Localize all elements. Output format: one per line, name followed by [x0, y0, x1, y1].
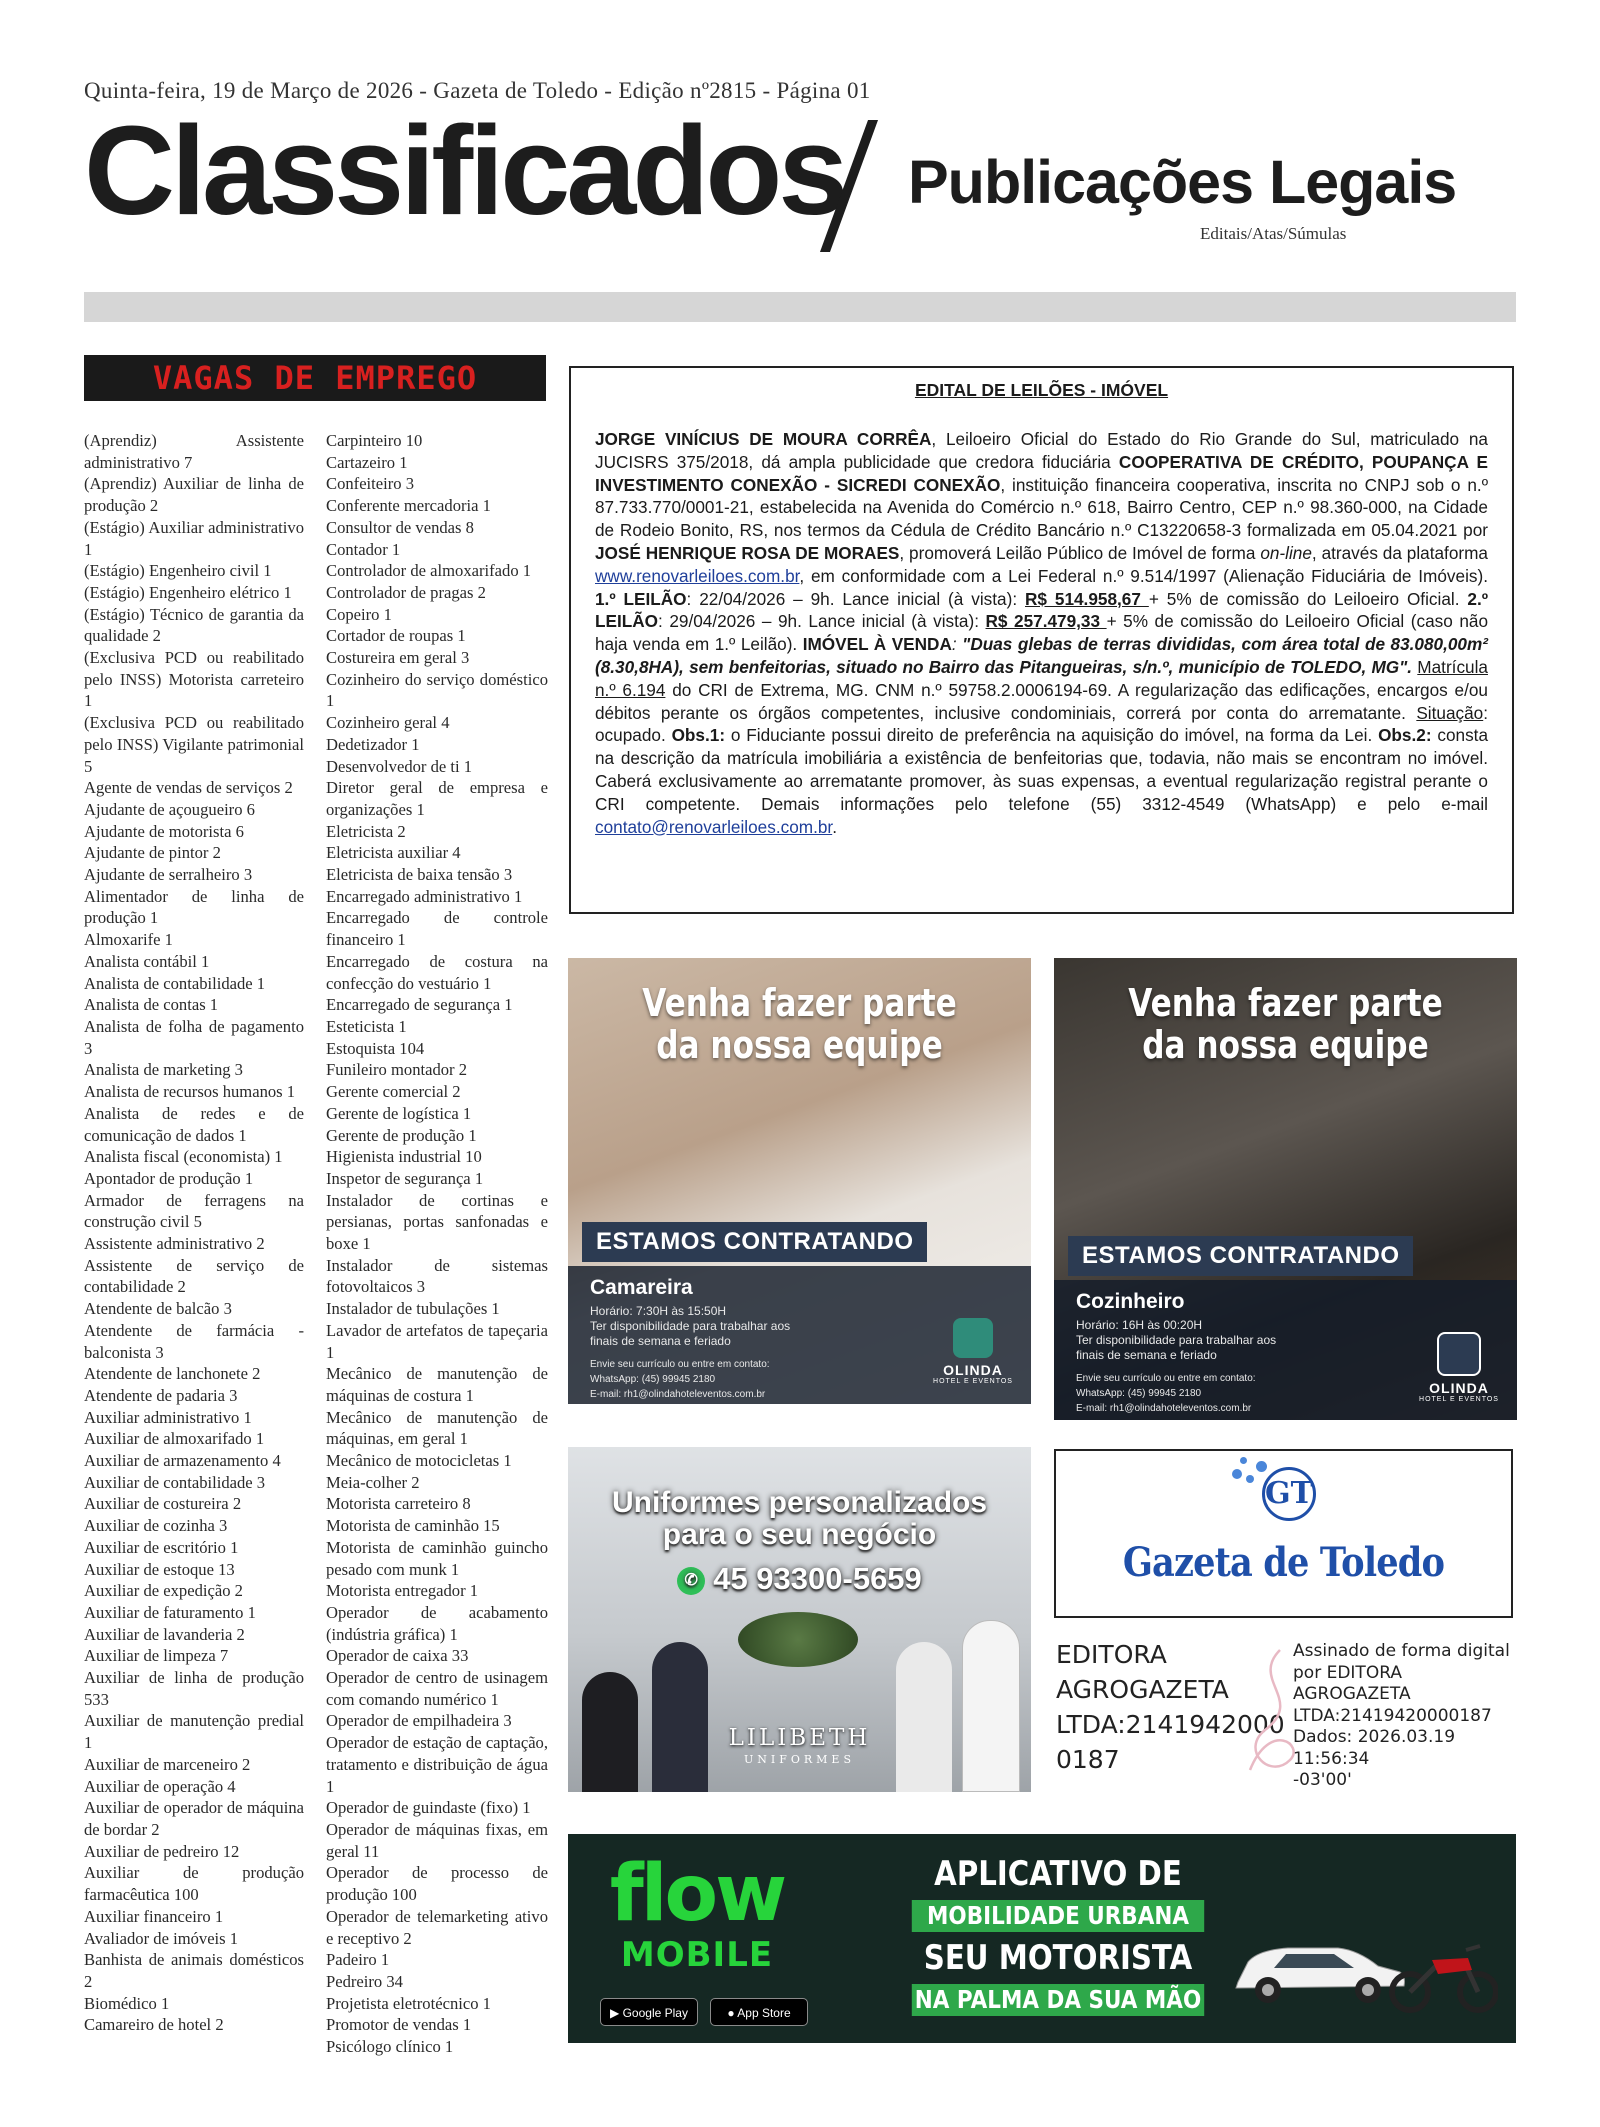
signature-details: [1293, 1641, 1528, 1792]
gazeta-name: Gazeta de Toledo: [1122, 1539, 1445, 1586]
masthead-tagline: Editais/Atas/Súmulas: [1200, 224, 1347, 243]
job-listing: (Aprendiz) Auxiliar de linha de produção 2: [84, 474, 304, 516]
signature-name-line: EDITORA: [1056, 1640, 1167, 1669]
ad-headline-line: para o seu negócio: [662, 1518, 937, 1551]
job-listing: Auxiliar de operação 4: [84, 1776, 236, 1796]
situacao-label: Situação: [1416, 702, 1484, 723]
ad-details: [590, 1304, 920, 1402]
ad-phone-number: 45 93300-5659: [713, 1561, 922, 1596]
job-listing: Analista contábil 1: [84, 951, 210, 971]
edital-text: .: [832, 816, 837, 837]
ad-whatsapp: WhatsApp: (45) 99945 2180: [1076, 1388, 1202, 1399]
ad-line: Envie seu currículo ou entre em contato:: [1076, 1373, 1256, 1384]
leiloeiro-name: JORGE VINÍCIUS DE MOURA CORRÊA: [595, 429, 932, 449]
apple-icon: ●: [727, 2006, 738, 2020]
job-listing: Operador de máquinas fixas, em geral 11: [326, 1820, 548, 1861]
bubble: [1256, 1461, 1267, 1472]
job-listing: Analista de folha de pagamento 3: [84, 1016, 304, 1058]
job-listing: Atendente de balcão 3: [84, 1299, 232, 1319]
ad-headline-line: da nossa equipe: [1142, 1023, 1429, 1067]
job-listing: Mecânico de manutenção de máquinas, em geral 1: [326, 1407, 548, 1449]
job-listing: Analista de marketing 3: [84, 1060, 243, 1080]
job-listing: Auxiliar de contabilidade 3: [84, 1472, 266, 1492]
job-listing: Motorista entregador 1: [326, 1581, 479, 1601]
job-listing: Operador de processo de produção 100: [326, 1863, 548, 1905]
job-listing: Atendente de lanchonete 2: [84, 1364, 261, 1384]
bubble: [1246, 1475, 1254, 1483]
job-listing: Contador 1: [326, 539, 401, 559]
edital-text: , instituição financeira cooperativa, inscrita no CNPJ sob o n.º 87.733.770/0001-21, estabelecida na Avenida do Comércio n.º 618, Bairro Centro, CEP n.º 98.360-000, na Cidade de Rodeio Bonito, RS, nos termos da Cédula de Crédito Bancário n.º C13220658-3 formalizada em 05.04.2021 por: [595, 474, 1488, 541]
job-listing: Instalador de cortinas e persianas, portas sanfonadas e boxe 1: [326, 1190, 548, 1254]
job-listing: Promotor de vendas 1: [326, 2015, 472, 2035]
job-listing: Higienista industrial 10: [326, 1147, 482, 1167]
masthead-title: Classificados: [84, 100, 845, 241]
ad-email: E-mail: rh1@olindahoteleventos.com.br: [590, 1389, 766, 1400]
signature-detail-line: por EDITORA: [1293, 1662, 1402, 1683]
ad-hours: Horário: 7:30H às 15:50H: [590, 1304, 727, 1318]
job-listing: Auxiliar administrativo 1: [84, 1407, 252, 1427]
signature-name-line: AGROGAZETA: [1056, 1675, 1229, 1704]
olinda-brand-sub: HOTEL E EVENTOS: [933, 1378, 1013, 1385]
job-listing: Assistente administrativo 2: [84, 1234, 265, 1254]
olinda-logo-icon: [1437, 1332, 1481, 1376]
obs2-label: Obs.2:: [1378, 725, 1432, 746]
ad-headline: [568, 1487, 1031, 1551]
edital-text: + 5% de comissão do Leiloeiro Oficial.: [1148, 588, 1468, 609]
edital-box: [569, 366, 1514, 914]
job-listing: Auxiliar de expedição 2: [84, 1581, 243, 1601]
whatsapp-icon: ✆: [677, 1567, 705, 1595]
ad-line: finais de semana e feriado: [1076, 1348, 1217, 1362]
vagas-heading-text: VAGAS DE EMPREGO: [152, 359, 478, 397]
edital-text: do CRI de Extrema, MG. CNM n.º 59758.2.0006194-69. A regularização das edificações, encargos e/ou débitos perante os órgãos competentes, inclusive condominiais, correrá por conta do arrematante.: [595, 679, 1488, 723]
job-listing: (Estágio) Engenheiro civil 1: [84, 561, 272, 581]
imovel-label: IMÓVEL À VENDA: [802, 634, 952, 655]
signature-name-line: LTDA:2141942000: [1056, 1710, 1285, 1739]
credora-name: COOPERATIVA DE CRÉDITO, POUPANÇA E INVESTIMENTO CONEXÃO - SICREDI CONEXÃO: [595, 451, 1488, 495]
ad-hours: Horário: 16H às 00:20H: [1076, 1318, 1203, 1332]
flow-slogan-line: NA PALMA DA SUA MÃO: [912, 1984, 1204, 2016]
job-listing: Meia-colher 2: [326, 1472, 420, 1492]
flow-mobile-label: MOBILE: [620, 1935, 774, 1975]
job-listing: (Estágio) Engenheiro elétrico 1: [84, 582, 292, 602]
edital-title: EDITAL DE LEILÕES - IMÓVEL: [914, 380, 1169, 400]
store-badges: [600, 1998, 810, 2028]
job-listing: (Exclusiva PCD ou reabilitado pelo INSS) Motorista carreteiro 1: [84, 648, 304, 711]
job-listing: Auxiliar de escritório 1: [84, 1537, 239, 1557]
job-listing: Cortador de roupas 1: [326, 626, 466, 646]
ad-line: Ter disponibilidade para trabalhar aos: [590, 1319, 791, 1333]
edital-text: :: [951, 634, 963, 655]
job-listing: Instalador de sistemas fotovoltaicos 3: [326, 1255, 548, 1297]
job-listing: Cartazeiro 1: [326, 452, 408, 472]
job-role: Camareira: [590, 1276, 693, 1299]
masthead: [84, 100, 1516, 248]
job-listing: Operador de acabamento (indústria gráfica) 1: [326, 1602, 548, 1644]
job-listing: Operador de empilhadeira 3: [326, 1711, 512, 1731]
model-figure: [896, 1642, 952, 1792]
bubble: [1232, 1469, 1242, 1479]
model-figure: [652, 1642, 708, 1792]
job-listing: Analista de contabilidade 1: [84, 973, 266, 993]
ad-headline: [610, 982, 990, 1066]
job-listing: Assistente de serviço de contabilidade 2: [84, 1255, 304, 1297]
job-listing: Dedetizador 1: [326, 734, 420, 754]
job-listing: Auxiliar de pedreiro 12: [84, 1841, 240, 1861]
job-listing: Copeiro 1: [326, 604, 392, 624]
job-listing: Desenvolvedor de ti 1: [326, 756, 473, 776]
job-listing: Projetista eletrotécnico 1: [326, 1993, 491, 2013]
ad-uniformes[interactable]: [568, 1447, 1031, 1792]
edital-text: : ocupado.: [595, 702, 1488, 746]
renovar-email-link[interactable]: contato@renovarleiloes.com.br: [595, 816, 833, 837]
imovel-description: "Duas glebas de terras divididas, com área total de 83.080,00m² (8.30,8HA), sem benfeitorias, situado no Bairro das Pitangueiras, s/n.º, município de TOLEDO, MG".: [595, 634, 1488, 677]
play-icon: ▶: [610, 2006, 623, 2020]
vagas-column-2: [326, 430, 548, 2058]
job-listing: Estoquista 104: [326, 1038, 425, 1058]
edital-text: : 22/04/2026 – 9h. Lance inicial (à vista):: [686, 588, 1025, 609]
app-store-label: App Store: [737, 2006, 791, 2020]
job-listing: Inspetor de segurança 1: [326, 1168, 484, 1188]
job-listing: Ajudante de serralheiro 3: [84, 865, 253, 885]
job-listing: Mecânico de manutenção de máquinas de costura 1: [326, 1364, 548, 1405]
edital-text: , em conformidade com a Lei Federal n.º 9.514/1997 (Alienação Fiduciária de Imóveis).: [799, 565, 1488, 586]
ad-headline: [1096, 982, 1476, 1066]
ad-info-panel: [568, 1266, 1031, 1404]
job-listing: Atendente de padaria 3: [84, 1385, 238, 1405]
ad-line: Envie seu currículo ou entre em contato:: [590, 1359, 770, 1370]
edital-text: , promoverá Leilão Público de Imóvel de forma: [899, 542, 1261, 563]
ad-headline-line: da nossa equipe: [656, 1023, 943, 1067]
ad-flow-mobile[interactable]: [568, 1834, 1516, 2043]
job-listing: Auxiliar de almoxarifado 1: [84, 1429, 265, 1449]
ad-email: E-mail: rh1@olindahoteleventos.com.br: [1076, 1403, 1252, 1414]
ad-headline-line: Venha fazer parte: [1128, 981, 1443, 1025]
job-listing: (Estágio) Técnico de garantia da qualidade 2: [84, 604, 304, 646]
job-listing: Psicólogo clínico 1: [326, 2037, 454, 2057]
leilao-2-value: R$ 257.479,33: [985, 611, 1107, 632]
job-listing: Banhista de animais domésticos 2: [84, 1950, 304, 1991]
job-listing: Armador de ferragens na construção civil 5: [84, 1190, 304, 1232]
olinda-brand-sub: HOTEL E EVENTOS: [1419, 1396, 1499, 1403]
job-listing: Consultor de vendas 8: [326, 517, 474, 537]
job-listing: Analista de redes e de comunicação de dados 1: [84, 1103, 304, 1145]
edital-text: : 29/04/2026 – 9h. Lance inicial (à vista):: [658, 611, 986, 632]
ad-line: Ter disponibilidade para trabalhar aos: [1076, 1333, 1277, 1347]
job-listing: Almoxarife 1: [84, 930, 173, 950]
job-listing: Encarregado de segurança 1: [326, 995, 513, 1015]
job-listing: Esteticista 1: [326, 1016, 407, 1036]
flow-slogan: [888, 1854, 1228, 2016]
ad-headline-line: Uniformes personalizados: [611, 1486, 988, 1519]
signature-detail-line: -03'00': [1293, 1770, 1352, 1790]
renovar-site-link[interactable]: www.renovarleiloes.com.br: [595, 565, 800, 586]
job-listing: Auxiliar de estoque 13: [84, 1559, 235, 1579]
job-listing: Motorista de caminhão 15: [326, 1516, 500, 1536]
job-role: Cozinheiro: [1076, 1290, 1185, 1313]
job-listing: Carpinteiro 10: [326, 431, 423, 450]
olinda-brand: OLINDA: [943, 1362, 1003, 1378]
job-listing: (Estágio) Auxiliar administrativo 1: [84, 517, 304, 559]
job-listing: Gerente de logística 1: [326, 1103, 472, 1123]
flow-slogan-line: MOBILIDADE URBANA: [912, 1900, 1204, 1932]
job-listing: Encarregado de controle financeiro 1: [326, 908, 548, 950]
job-listing: Auxiliar de costureira 2: [84, 1494, 242, 1514]
job-listing: (Exclusiva PCD ou reabilitado pelo INSS) Vigilante patrimonial 5: [84, 713, 304, 776]
job-listing: Alimentador de linha de produção 1: [84, 886, 304, 928]
edital-text: o Fiduciante possui direito de preferência na aquisição do imóvel, na forma da Lei.: [725, 725, 1379, 746]
job-listing: Atendente de farmácia - balconista 3: [84, 1320, 304, 1362]
lilibeth-brand: LILIBETH: [728, 1725, 871, 1751]
edital-text: + 5% de comissão do Leiloeiro Oficial (caso não haja venda em 1.º Leilão).: [595, 611, 1489, 655]
car-icon: [1228, 1930, 1408, 2008]
google-play-label: Google Play: [622, 2006, 688, 2020]
job-listing: Gerente de produção 1: [326, 1125, 477, 1145]
job-listing: Camareiro de hotel 2: [84, 2015, 224, 2035]
job-listing: Agente de vendas de serviços 2: [84, 778, 293, 798]
lilibeth-brand-sub: UNIFORMES: [743, 1753, 855, 1766]
job-listing: Auxiliar de faturamento 1: [84, 1602, 256, 1622]
job-listing: Costureira em geral 3: [326, 648, 470, 668]
job-listing: Analista de recursos humanos 1: [84, 1082, 296, 1102]
job-listing: Auxiliar de lavanderia 2: [84, 1624, 245, 1644]
job-listing: Auxiliar de operador de máquina de bordar 2: [84, 1798, 304, 1839]
matricula: Matrícula n.º 6.194: [595, 656, 1488, 700]
job-listing: Auxiliar de manutenção predial 1: [84, 1711, 304, 1753]
job-listing: Instalador de tubulações 1: [326, 1299, 500, 1319]
ad-headline-line: Venha fazer parte: [642, 981, 957, 1025]
job-listing: Funileiro montador 2: [326, 1060, 468, 1080]
job-listing: Auxiliar financeiro 1: [84, 1906, 224, 1926]
edital-text: on-line: [1260, 542, 1312, 563]
signature-detail-line: Dados: 2026.03.19 11:56:34: [1293, 1727, 1456, 1769]
ad-phone: [568, 1561, 1031, 1597]
ad-whatsapp: WhatsApp: (45) 99945 2180: [590, 1374, 716, 1385]
job-listing: Auxiliar de cozinha 3: [84, 1516, 228, 1536]
signature-detail-line: LTDA:21419420000187: [1293, 1705, 1492, 1726]
job-listing: Ajudante de motorista 6: [84, 821, 244, 841]
ad-info-panel: [1054, 1280, 1517, 1420]
app-store-badge[interactable]: [710, 1998, 808, 2026]
job-listing: Lavador de artefatos de tapeçaria 1: [326, 1320, 548, 1362]
edital-text: , através da plataforma: [1311, 542, 1488, 563]
job-listing: Confeiteiro 3: [326, 474, 415, 494]
leilao-2-label: 2.º LEILÃO: [595, 588, 1489, 632]
job-listing: Encarregado de costura na confecção do vestuário 1: [326, 951, 548, 993]
olinda-logo-icon: [953, 1318, 993, 1358]
edital-text: consta na descrição da matrícula imobiliária a existência de benfeitorias que, todavia, não mais se encontram no imóvel. Caberá exclusivamente ao arrematante promover, às suas expensas, a eventual regularização registral perante o CRI competente. Demais informações pelo telefone (55) 3312-4549 (WhatsApp) e pelo e-mail: [595, 725, 1489, 814]
job-listing: Operador de centro de usinagem com comando numérico 1: [326, 1668, 548, 1709]
job-listing: Avaliador de imóveis 1: [84, 1928, 239, 1948]
signature-detail-line: Assinado de forma digital: [1293, 1641, 1510, 1661]
job-listing: Operador de guindaste (fixo) 1: [326, 1798, 531, 1818]
job-listing: Apontador de produção 1: [84, 1168, 254, 1188]
google-play-badge[interactable]: [600, 1998, 698, 2026]
bubble: [1240, 1457, 1247, 1464]
job-listing: Operador de telemarketing ativo e receptivo 2: [326, 1906, 548, 1948]
hiring-banner: ESTAMOS CONTRATANDO: [582, 1222, 927, 1262]
ad-camareira[interactable]: [568, 958, 1031, 1404]
edital-text: , Leiloeiro Oficial do Estado do Rio Grande do Sul, matriculado na JUCISRS 375/2018, dá ampla publicidade que credora fiduciária: [595, 429, 1488, 472]
masthead-subtitle: Publicações Legais: [908, 148, 1457, 216]
flow-logo: [602, 1849, 792, 1975]
job-listing: Gerente comercial 2: [326, 1082, 461, 1102]
devedor-name: JOSÉ HENRIQUE ROSA DE MORAES: [595, 542, 900, 563]
olinda-logo: [1419, 1332, 1499, 1403]
job-listing: Analista fiscal (economista) 1: [84, 1147, 283, 1167]
job-listing: Ajudante de pintor 2: [84, 843, 221, 863]
gazeta-logo-box: [1054, 1449, 1513, 1618]
job-listing: Operador de caixa 33: [326, 1646, 469, 1666]
job-listing: Pedreiro 34: [326, 1971, 403, 1991]
olinda-logo: [933, 1318, 1013, 1385]
vagas-heading: [84, 355, 546, 401]
gazeta-badge: GT: [1262, 1467, 1316, 1521]
flow-slogan-line: SEU MOTORISTA: [923, 1938, 1193, 1978]
job-listing: (Aprendiz) Assistente administrativo 7: [84, 431, 304, 472]
ad-cozinheiro[interactable]: [1054, 958, 1517, 1420]
obs1-label: Obs.1:: [671, 725, 726, 746]
ad-details: [1076, 1318, 1406, 1416]
job-listing: Auxiliar de linha de produção 533: [84, 1668, 304, 1709]
hiring-banner: ESTAMOS CONTRATANDO: [1068, 1236, 1413, 1276]
leilao-1-label: 1.º LEILÃO: [595, 588, 687, 609]
signature-detail-line: AGROGAZETA: [1293, 1684, 1411, 1704]
job-listing: Mecânico de motocicletas 1: [326, 1451, 512, 1471]
olinda-brand: OLINDA: [1429, 1380, 1489, 1396]
ad-line: finais de semana e feriado: [590, 1334, 731, 1348]
job-listing: Auxiliar de limpeza 7: [84, 1646, 229, 1666]
job-listing: Auxiliar de marceneiro 2: [84, 1754, 251, 1774]
flow-slogan-line: APLICATIVO DE: [934, 1854, 1182, 1894]
job-listing: Encarregado administrativo 1: [326, 886, 523, 906]
job-listing: Diretor geral de empresa e organizações 1: [326, 778, 548, 819]
edital-body: [595, 428, 1488, 838]
job-listing: Controlador de almoxarifado 1: [326, 561, 532, 581]
job-listing: Analista de contas 1: [84, 995, 219, 1015]
job-listing: Auxiliar de produção farmacêutica 100: [84, 1863, 304, 1905]
plant-decoration: [738, 1612, 858, 1667]
job-listing: Operador de estação de captação, tratamento e distribuição de água 1: [326, 1733, 548, 1796]
vagas-column-1: [84, 430, 304, 2036]
job-listing: Ajudante de açougueiro 6: [84, 799, 255, 819]
dateline: Quinta-feira, 19 de Março de 2026 - Gazeta de Toledo - Edição nº2815 - Página 01: [84, 78, 871, 103]
job-listing: Conferente mercadoria 1: [326, 496, 491, 516]
signature-name-line: 0187: [1056, 1745, 1120, 1774]
job-listing: Cozinheiro geral 4: [326, 713, 450, 733]
job-listing: Auxiliar de armazenamento 4: [84, 1451, 281, 1471]
flow-wordmark: flow: [609, 1849, 785, 1939]
header-divider: [84, 292, 1516, 322]
job-listing: Eletricista de baixa tensão 3: [326, 865, 513, 885]
job-listing: Motorista carreteiro 8: [326, 1494, 471, 1514]
job-listing: Padeiro 1: [326, 1950, 390, 1970]
job-listing: Biomédico 1: [84, 1993, 170, 2013]
job-listing: Cozinheiro do serviço doméstico 1: [326, 669, 548, 711]
job-listing: Motorista de caminhão guincho pesado com munk 1: [326, 1537, 548, 1579]
job-listing: Eletricista 2: [326, 821, 406, 841]
job-listing: Eletricista auxiliar 4: [326, 843, 461, 863]
leilao-1-value: R$ 514.958,67: [1025, 588, 1149, 609]
model-figure: [962, 1620, 1020, 1792]
job-listing: Controlador de pragas 2: [326, 582, 486, 602]
motorcycle-icon: [1388, 1930, 1498, 2014]
